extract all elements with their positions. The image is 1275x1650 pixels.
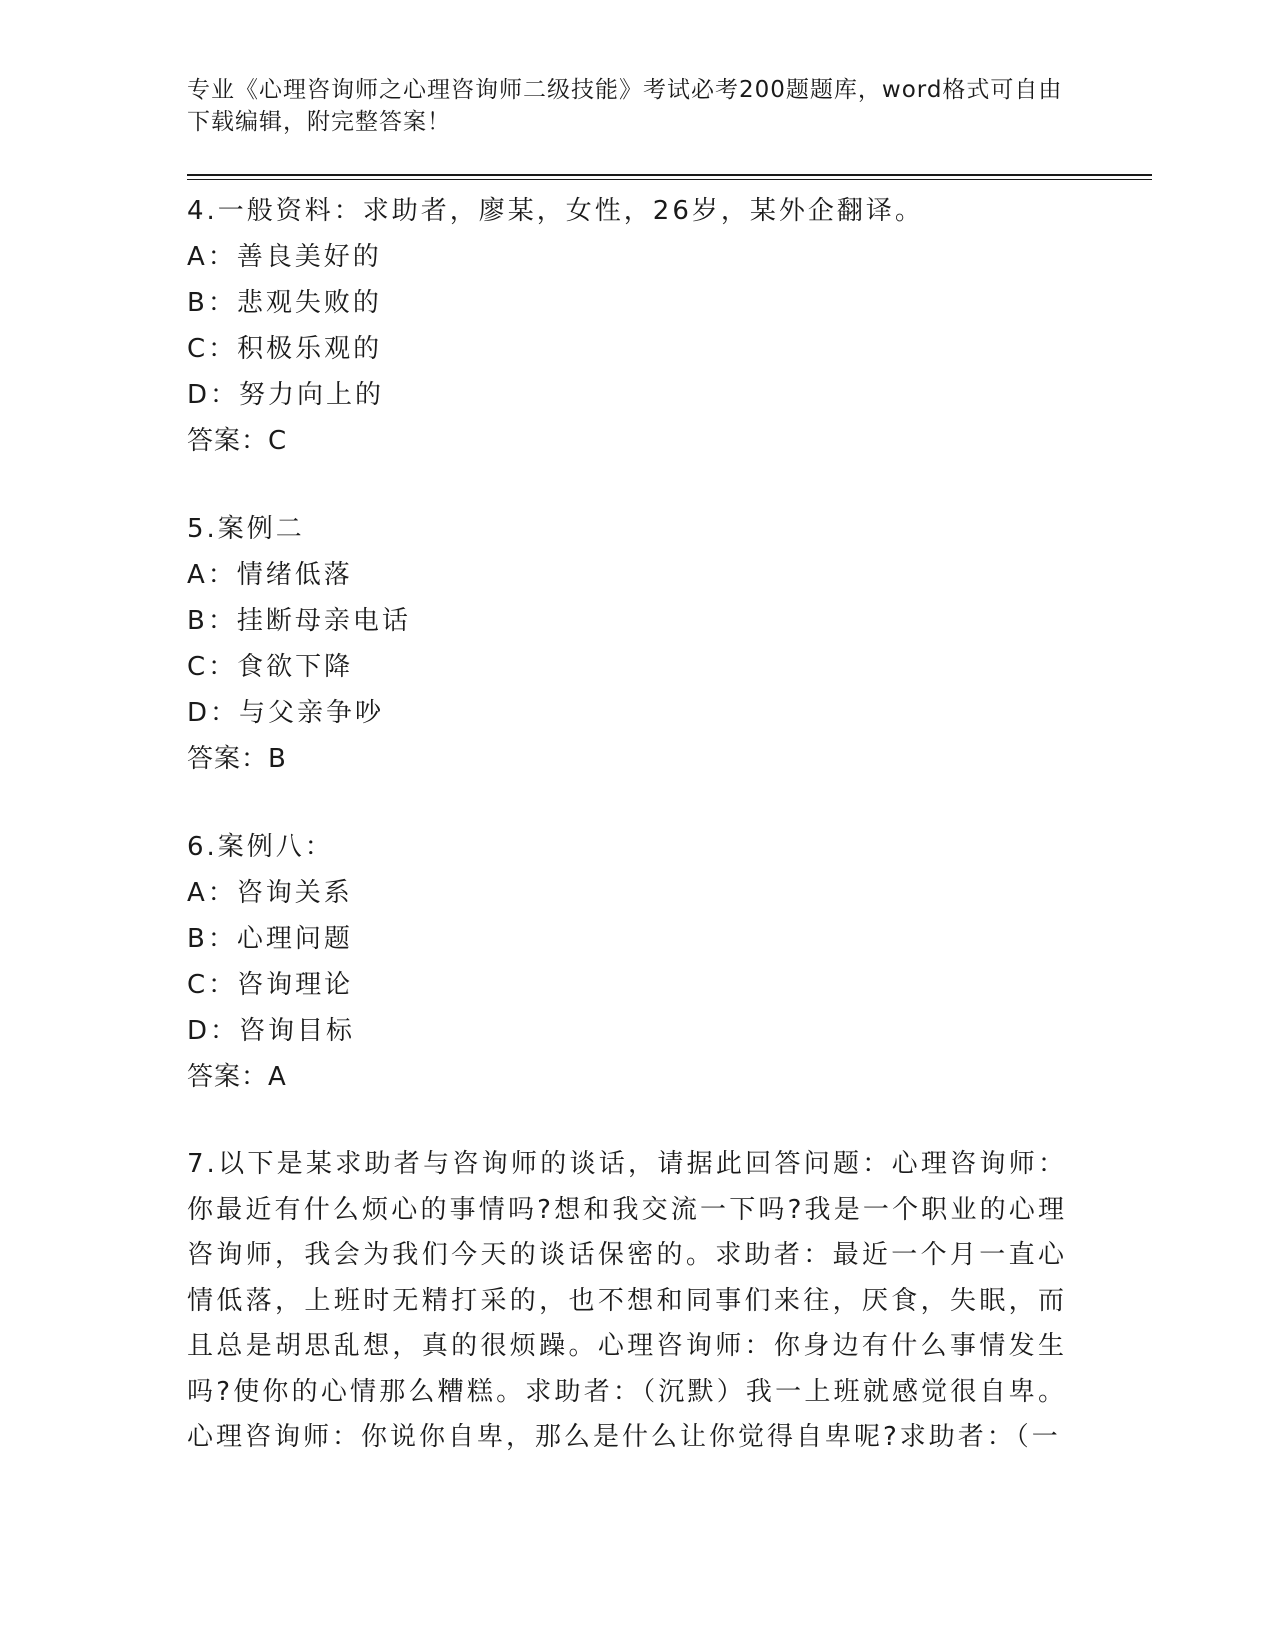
question-7-text: 7.以下是某求助者与咨询师的谈话，请据此回答问题：心理咨询师：你最近有什么烦心的事情吗?想和我交流一下吗?我是一个职业的心理咨询师，我会为我们今天的谈话保密的。求助者：最近一个月一直心情低落，上班时无精打采的，也不想和同事们来往，厌食，失眠，而且总是胡思乱想，真的很烦躁。心理咨询师：你身边有什么事情发生吗?使你的心情那么糟糕。求助者：（沉默）我一上班就感觉很自卑。心理咨询师：你说你自卑，那么是什么让你觉得自卑呢?求助者：（一 xyxy=(187,1149,1067,1452)
answer: 答案：C xyxy=(187,426,288,456)
option-d: D：努力向上的 xyxy=(187,380,385,410)
page-header: 专业《心理咨询师之心理咨询师二级技能》考试必考200题题库，word格式可自由下载编辑，附完整答案！ xyxy=(187,77,1063,135)
question-4 xyxy=(187,188,1067,464)
option-b: B：心理问题 xyxy=(187,924,353,954)
question-stem: 5.案例二 xyxy=(187,514,305,544)
option-d: D：与父亲争吵 xyxy=(187,698,385,728)
option-a: A：善良美好的 xyxy=(187,242,382,272)
option-c: C：咨询理论 xyxy=(187,970,354,1000)
header-divider xyxy=(187,174,1152,180)
question-stem: 4.一般资料：求助者，廖某，女性，26岁，某外企翻译。 xyxy=(187,196,924,226)
document-body xyxy=(187,188,1067,1461)
option-c: C：积极乐观的 xyxy=(187,334,383,364)
option-c: C：食欲下降 xyxy=(187,652,354,682)
question-6 xyxy=(187,824,1067,1100)
option-a: A：咨询关系 xyxy=(187,878,353,908)
spacer xyxy=(187,1100,1067,1142)
question-5 xyxy=(187,506,1067,782)
spacer xyxy=(187,782,1067,824)
option-b: B：悲观失败的 xyxy=(187,288,382,318)
answer: 答案：A xyxy=(187,1062,287,1092)
spacer xyxy=(187,464,1067,506)
question-stem: 6.案例八： xyxy=(187,832,334,862)
answer: 答案：B xyxy=(187,744,287,774)
option-b: B：挂断母亲电话 xyxy=(187,606,411,636)
option-d: D：咨询目标 xyxy=(187,1016,356,1046)
option-a: A：情绪低落 xyxy=(187,560,353,590)
